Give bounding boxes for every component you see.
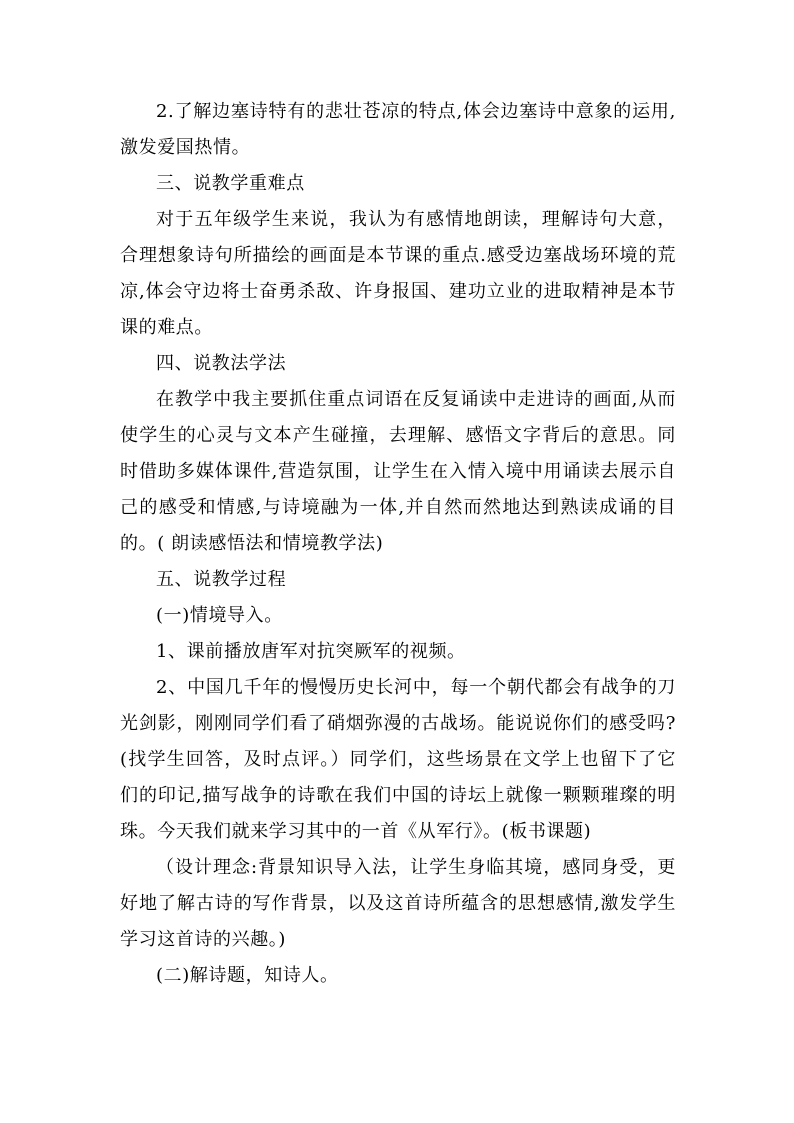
design-concept-note: （设计理念:背景知识导入法，让学生身临其境，感同身受，更好地了解古诗的写作背景，以及这首诗所蕴含的思想感情,激发学生学习这首诗的兴趣。) bbox=[120, 857, 676, 950]
process-item-2: 2、中国几千年的慢慢历史长河中，每一个朝代都会有战争的刀光剑影，刚刚同学们看了硝烟弥漫的古战场。能说说你们的感受吗?(找学生回答，及时点评。）同学们，这些场景在文学上也留下了它们的印记,描写战争的诗歌在我们中国的诗坛上就像一颗颗璀璨的明珠。今天我们就来学习其中的一首《从军行》。(板书课题) bbox=[120, 677, 676, 842]
subsection-heading-poem-title: (二)解诗题，知诗人。 bbox=[156, 965, 339, 986]
key-difficult-points-paragraph: 对于五年级学生来说，我认为有感情地朗读，理解诗句大意，合理想象诗句所描绘的画面是本节课的重点.感受边塞战场环境的荒凉,体会守边将士奋勇杀敌、许身报国、建功立业的进取精神是本节课的难点。 bbox=[120, 209, 676, 338]
section-heading-key-difficult-points: 三、说教学重难点 bbox=[156, 173, 305, 194]
process-item-1: 1、课前播放唐军对抗突厥军的视频。 bbox=[156, 641, 466, 662]
teaching-methods-paragraph: 在教学中我主要抓住重点词语在反复诵读中走进诗的画面,从而使学生的心灵与文本产生碰撞，去理解、感悟文字背后的意思。同时借助多媒体课件,营造氛围，让学生在入情入境中用诵读去展示自己的感受和情感,与诗境融为一体,并自然而然地达到熟读成诵的目的。( 朗读感悟法和情境教学法) bbox=[120, 389, 676, 554]
section-heading-teaching-process: 五、说教学过程 bbox=[156, 569, 287, 590]
section-heading-teaching-methods: 四、说教法学法 bbox=[156, 353, 287, 374]
subsection-heading-situation-intro: (一)情境导入。 bbox=[156, 605, 283, 626]
goal-paragraph-2: 2.了解边塞诗特有的悲壮苍凉的特点,体会边塞诗中意象的运用,激发爱国热情。 bbox=[120, 101, 676, 158]
